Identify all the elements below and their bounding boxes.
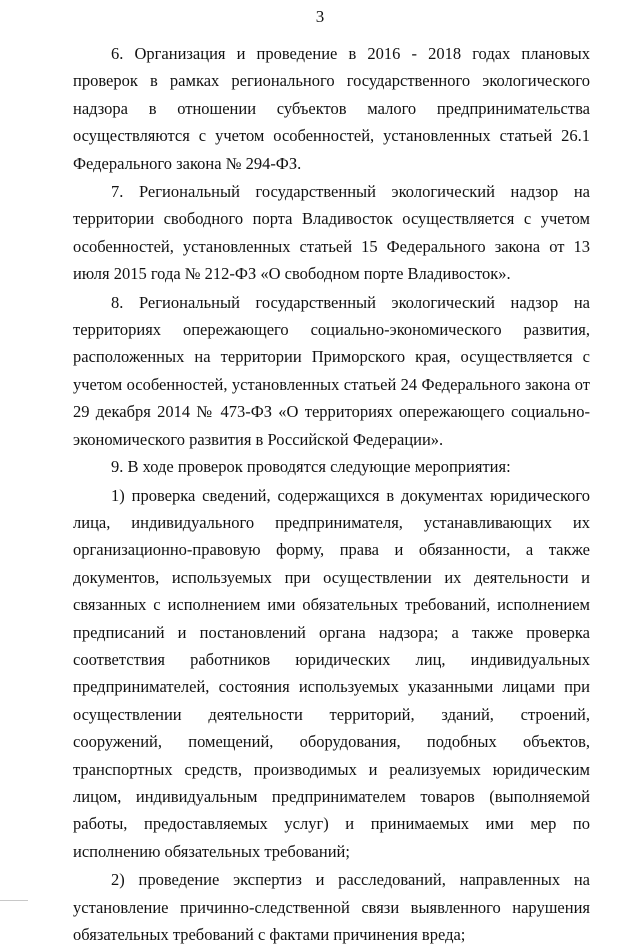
scan-edge-mark: [0, 900, 28, 901]
paragraph-7: 7. Региональный государственный экологический надзор на территории свободного порта Владивосток осуществляется с учетом особенностей, установленных статьей 15 Федерального закона от 13 июля 2015 года № 212-ФЗ «О свободном порте Владивосток».: [73, 182, 590, 284]
paragraph-6: 6. Организация и проведение в 2016 - 2018 годах плановых проверок в рамках регионального государственного экологического надзора в отношении субъектов малого предпринимательства осуществляются с учетом особенностей, установленных статьей 26.1 Федерального закона № 294-ФЗ.: [73, 44, 590, 173]
document-body: [73, 40, 590, 948]
paragraph-8: 8. Региональный государственный экологический надзор на территориях опережающего социально-экономического развития, расположенных на территории Приморского края, осуществляется с учетом особенностей, установленных статьей 24 Федерального закона от 29 декабря 2014 № 473-ФЗ «О территориях опережающего социально-экономического развития в Российской Федерации».: [73, 292, 590, 449]
paragraph-9-item-2: 2) проведение экспертиз и расследований, направленных на установление причинно-следственной связи выявленного нарушения обязательных требований с фактами причинения вреда;: [73, 870, 590, 944]
paragraph-9: 9. В ходе проверок проводятся следующие мероприятия:: [111, 457, 511, 477]
page-number: 3: [315, 7, 325, 26]
paragraph-9-item-1: 1) проверка сведений, содержащихся в документах юридического лица, индивидуального предпринимателя, устанавливающих их организационно-правовую форму, права и обязанности, а также документов, используемых при осуществлении их деятельности и связанных с исполнением ими обязательных требований, исполнением предписаний и постановлений органа надзора; а также проверка соответствия работников юридических лиц, индивидуальных предпринимателей, состояния используемых указанными лицами при осуществлении деятельности территорий, зданий, строений, сооружений, помещений, оборудования, подобных объектов, транспортных средств, производимых и реализуемых юридическим лицом, индивидуальным предпринимателем товаров (выполняемой работы, предоставляемых услуг) и принимаемых ими мер по исполнению обязательных требований;: [73, 485, 590, 861]
